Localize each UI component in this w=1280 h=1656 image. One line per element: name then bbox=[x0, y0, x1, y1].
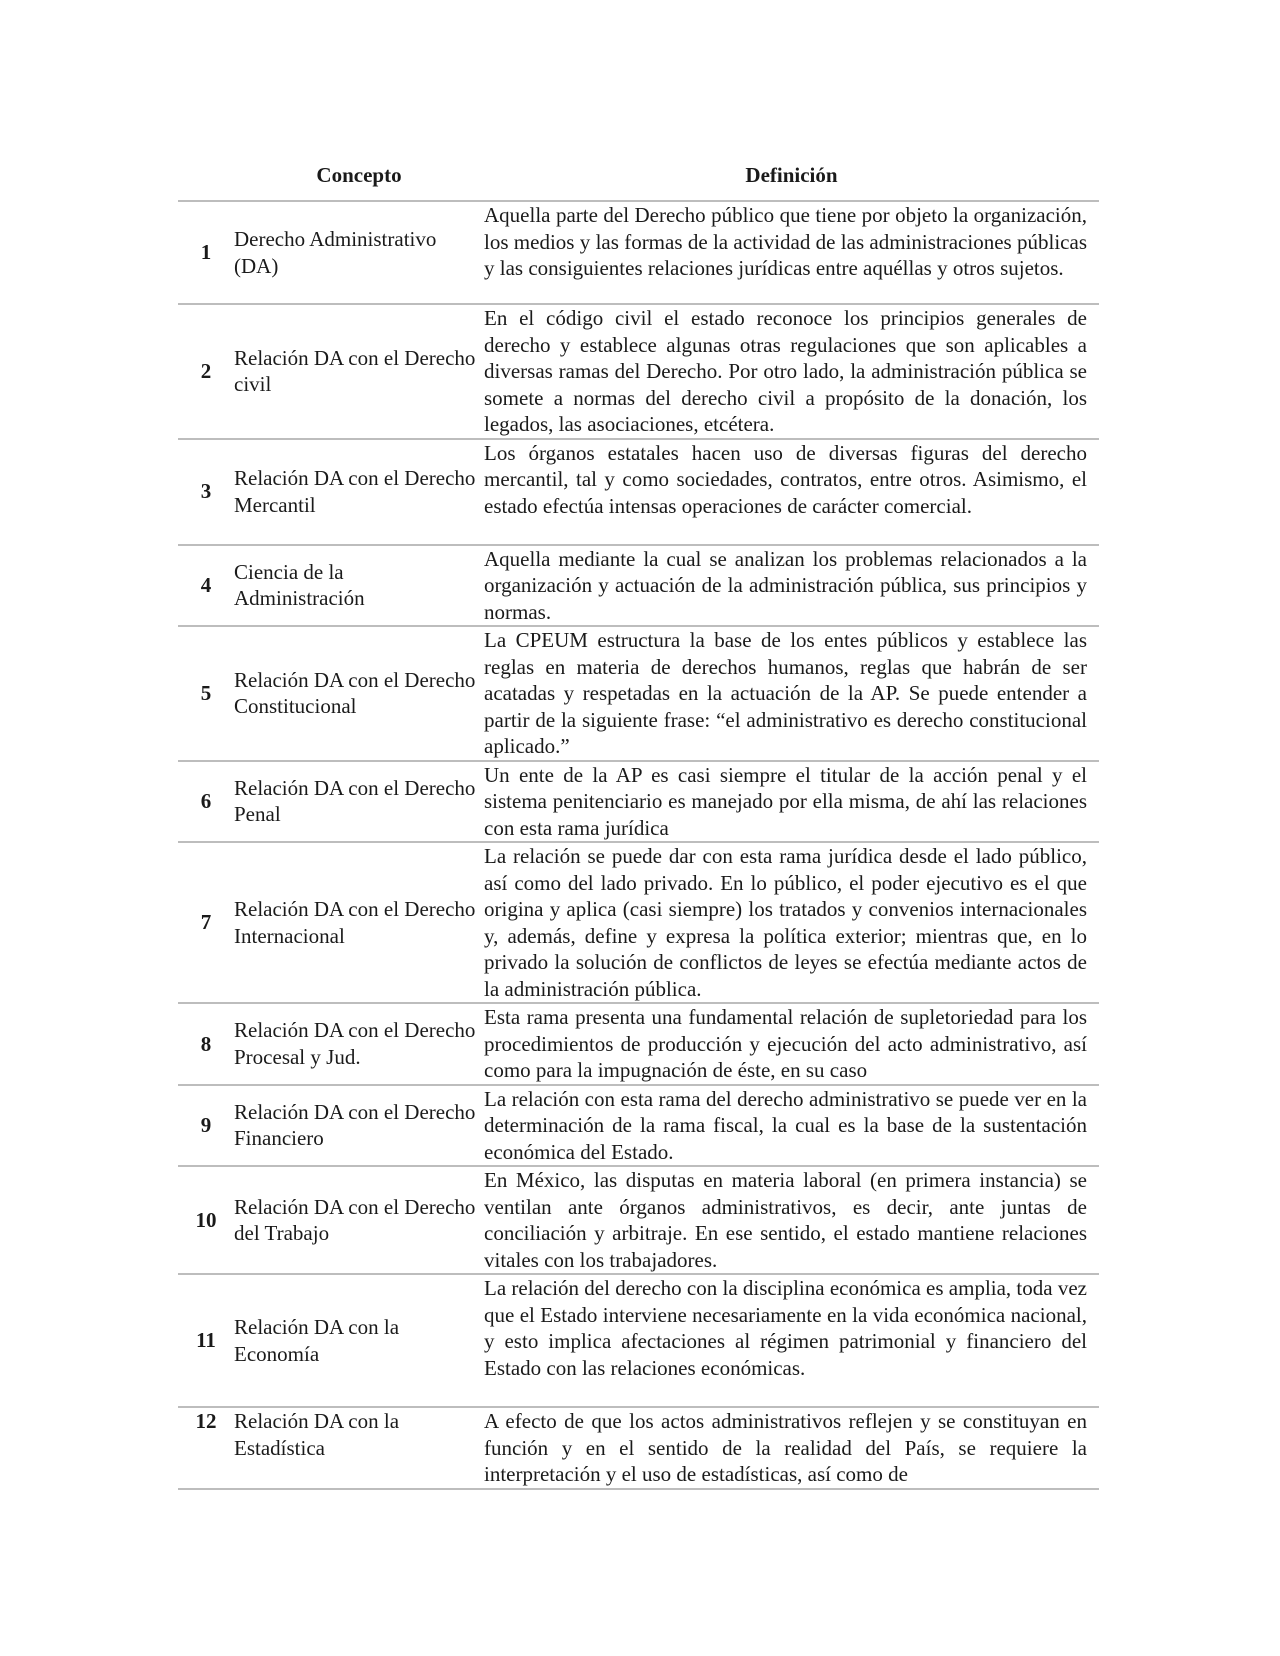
table-row bbox=[178, 201, 1099, 304]
row-concept: Relación DA con el Derecho del Trabajo bbox=[234, 1166, 484, 1274]
table-row bbox=[178, 1274, 1099, 1407]
header-concept: Concepto bbox=[234, 150, 484, 201]
row-concept: Relación DA con el Derecho civil bbox=[234, 304, 484, 439]
header-definition: Definición bbox=[484, 150, 1099, 201]
row-definition: La CPEUM estructura la base de los entes públicos y establece las reglas en materia de derechos humanos, reglas que habrán de ser acatadas y respetadas en la actuación de la AP. Se puede entender a partir de la siguiente frase: “el administrativo es derecho constitucional aplicado.” bbox=[484, 626, 1099, 761]
table-row bbox=[178, 1003, 1099, 1085]
row-number: 5 bbox=[178, 626, 234, 761]
document-page bbox=[178, 150, 1099, 1490]
row-number: 7 bbox=[178, 842, 234, 1003]
row-number: 6 bbox=[178, 761, 234, 843]
row-concept: Relación DA con la Economía bbox=[234, 1274, 484, 1407]
row-concept: Relación DA con la Estadística bbox=[234, 1407, 484, 1489]
row-number: 1 bbox=[178, 201, 234, 304]
table-row bbox=[178, 1085, 1099, 1167]
row-concept: Derecho Administrativo (DA) bbox=[234, 201, 484, 304]
row-definition: La relación se puede dar con esta rama jurídica desde el lado público, así como del lado privado. En lo público, el poder ejecutivo es el que origina y aplica (casi siempre) los tratados y convenios internacionales y, además, define y expresa la política exterior; mientras que, en lo privado la solución de conflictos de leyes se efectúa mediante actos de la administración pública. bbox=[484, 842, 1099, 1003]
table-row bbox=[178, 545, 1099, 627]
row-definition: Los órganos estatales hacen uso de diversas figuras del derecho mercantil, tal y como sociedades, contratos, entre otros. Asimismo, el estado efectúa intensas operaciones de carácter comercial. bbox=[484, 439, 1099, 545]
row-definition: La relación del derecho con la disciplina económica es amplia, toda vez que el Estado interviene necesariamente en la vida económica nacional, y esto implica afectaciones al régimen patrimonial y financiero del Estado con las relaciones económicas. bbox=[484, 1274, 1099, 1407]
table-row bbox=[178, 304, 1099, 439]
row-concept: Relación DA con el Derecho Constitucional bbox=[234, 626, 484, 761]
table-row bbox=[178, 1407, 1099, 1489]
row-concept: Ciencia de la Administración bbox=[234, 545, 484, 627]
table-row bbox=[178, 626, 1099, 761]
row-definition: En México, las disputas en materia laboral (en primera instancia) se ventilan ante órganos administrativos, es decir, ante juntas de conciliación y arbitraje. En ese sentido, el estado mantiene relaciones vitales con los trabajadores. bbox=[484, 1166, 1099, 1274]
row-definition: A efecto de que los actos administrativos reflejen y se constituyan en función y en el sentido de la realidad del País, se requiere la interpretación y el uso de estadísticas, así como de bbox=[484, 1407, 1099, 1489]
table-row bbox=[178, 761, 1099, 843]
row-definition: La relación con esta rama del derecho administrativo se puede ver en la determinación de la rama fiscal, la cual es la base de la sustentación económica del Estado. bbox=[484, 1085, 1099, 1167]
row-number: 9 bbox=[178, 1085, 234, 1167]
row-number: 12 bbox=[178, 1407, 234, 1489]
table-header-row bbox=[178, 150, 1099, 201]
row-number: 3 bbox=[178, 439, 234, 545]
table-row bbox=[178, 439, 1099, 545]
row-number: 10 bbox=[178, 1166, 234, 1274]
row-number: 11 bbox=[178, 1274, 234, 1407]
row-concept: Relación DA con el Derecho Penal bbox=[234, 761, 484, 843]
table-row bbox=[178, 1166, 1099, 1274]
row-number: 4 bbox=[178, 545, 234, 627]
row-number: 8 bbox=[178, 1003, 234, 1085]
row-definition: Aquella mediante la cual se analizan los problemas relacionados a la organización y actuación de la administración pública, sus principios y normas. bbox=[484, 545, 1099, 627]
row-concept: Relación DA con el Derecho Internacional bbox=[234, 842, 484, 1003]
table-row bbox=[178, 842, 1099, 1003]
row-concept: Relación DA con el Derecho Financiero bbox=[234, 1085, 484, 1167]
row-definition: Un ente de la AP es casi siempre el titular de la acción penal y el sistema penitenciario es manejado por ella misma, de ahí las relaciones con esta rama jurídica bbox=[484, 761, 1099, 843]
row-definition: En el código civil el estado reconoce los principios generales de derecho y establece algunas otras regulaciones que son aplicables a diversas ramas del Derecho. Por otro lado, la administración pública se somete a normas del derecho civil a propósito de la donación, los legados, las asociaciones, etcétera. bbox=[484, 304, 1099, 439]
row-definition: Aquella parte del Derecho público que tiene por objeto la organización, los medios y las formas de la actividad de las administraciones públicas y las consiguientes relaciones jurídicas entre aquéllas y otros sujetos. bbox=[484, 201, 1099, 304]
row-concept: Relación DA con el Derecho Mercantil bbox=[234, 439, 484, 545]
row-number: 2 bbox=[178, 304, 234, 439]
header-number bbox=[178, 150, 234, 201]
row-definition: Esta rama presenta una fundamental relación de supletoriedad para los procedimientos de producción y ejecución del acto administrativo, así como para la impugnación de éste, en su caso bbox=[484, 1003, 1099, 1085]
row-concept: Relación DA con el Derecho Procesal y Jud. bbox=[234, 1003, 484, 1085]
concepts-table bbox=[178, 150, 1099, 1490]
